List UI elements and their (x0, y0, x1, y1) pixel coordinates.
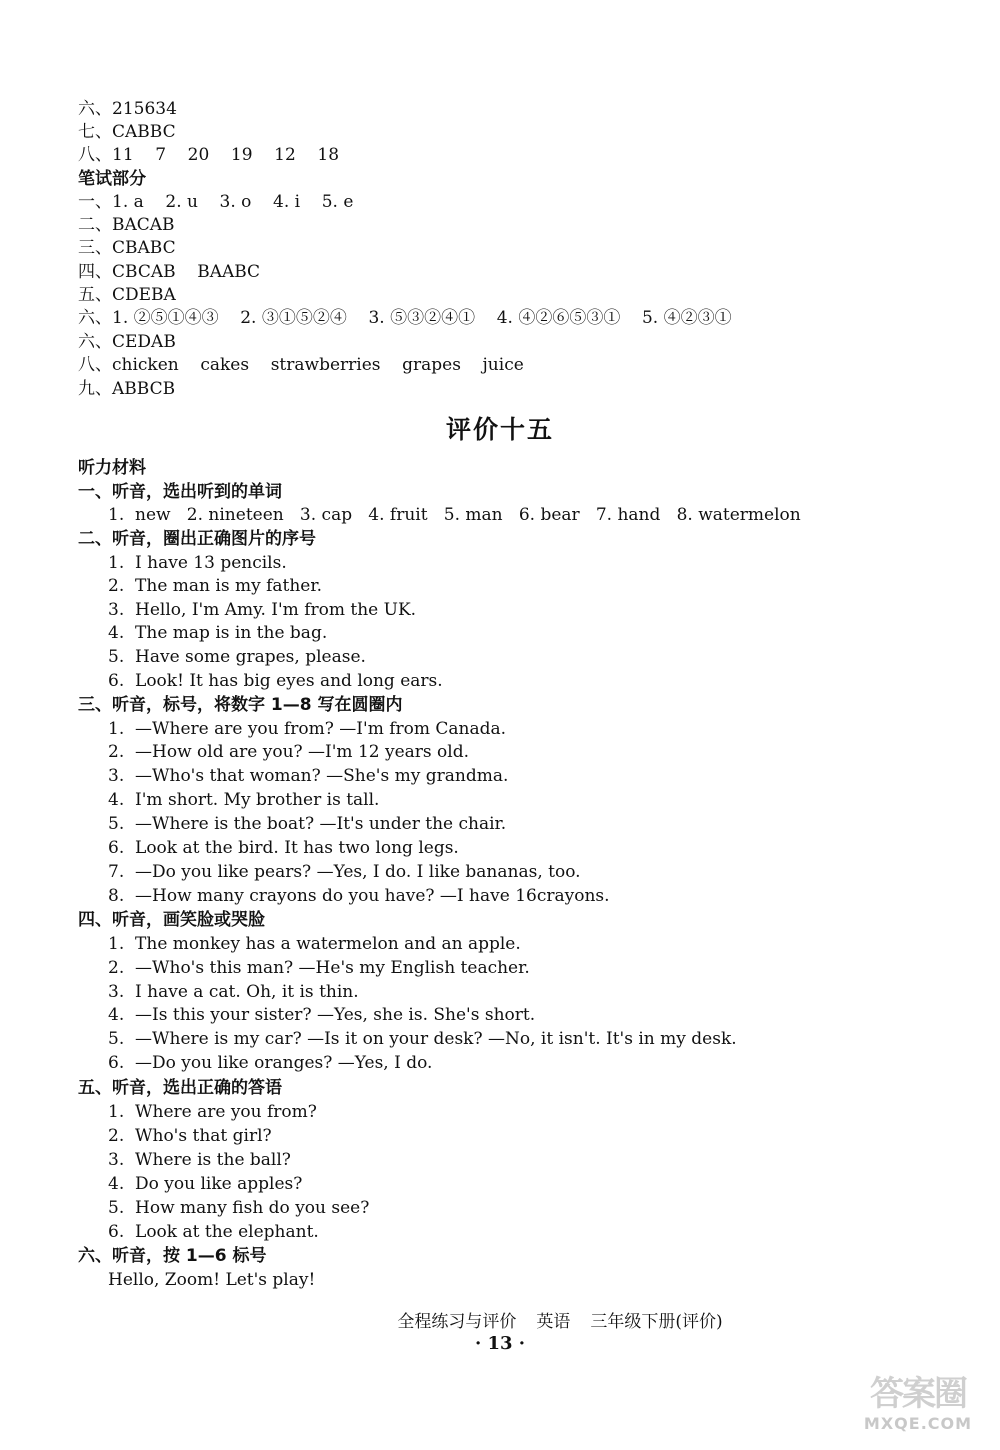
list-item: 3. —Who's that woman? —She's my grandma. (108, 766, 509, 786)
part-heading: 四、听音，画笑脸或哭脸 (78, 910, 265, 930)
list-item: 5. —Where is the boat? —It's under the chair. (108, 814, 507, 834)
list-item: Hello, Zoom! Let's play! (108, 1270, 316, 1290)
part-heading: 六、听音，按 1—6 标号 (78, 1246, 267, 1266)
list-item: 4. —Is this your sister? —Yes, she is. She's short. (108, 1005, 536, 1025)
written-heading: 笔试部分 (78, 169, 146, 189)
listening-heading: 听力材料 (78, 458, 146, 478)
answer-line: 七、CABBC (78, 122, 176, 142)
answer-line: 五、CDEBA (78, 285, 176, 305)
list-item: 4. Do you like apples? (108, 1174, 303, 1194)
list-item: 5. How many fish do you see? (108, 1198, 370, 1218)
page-footer (0, 1307, 1000, 1332)
part-heading: 五、听音，选出正确的答语 (78, 1078, 282, 1098)
answer-line: 八、11 7 20 19 12 18 (78, 145, 340, 165)
list-item: 6. Look at the elephant. (108, 1222, 319, 1242)
list-item: 1. —Where are you from? —I'm from Canada. (108, 719, 507, 739)
part-heading: 一、听音，选出听到的单词 (78, 482, 282, 502)
footer-book-title: 全程练习与评价 (397, 1312, 517, 1332)
list-item: 6. Look! It has big eyes and long ears. (108, 671, 443, 691)
answer-line: 六、215634 (78, 99, 177, 119)
list-item: 1. new 2. nineteen 3. cap 4. fruit 5. man 6. bear 7. hand 8. watermelon (108, 505, 801, 525)
list-item: 6. —Do you like oranges? —Yes, I do. (108, 1053, 433, 1073)
list-item: 1. I have 13 pencils. (108, 553, 287, 573)
footer-subject: 英语 (536, 1312, 571, 1332)
list-item: 5. —Where is my car? —Is it on your desk? —No, it isn't. It's in my desk. (108, 1029, 737, 1049)
list-item: 7. —Do you like pears? —Yes, I do. I like bananas, too. (108, 862, 581, 882)
answer-line: 六、CEDAB (78, 332, 176, 352)
list-item: 1. Where are you from? (108, 1102, 317, 1122)
answer-line: 三、CBABC (78, 238, 176, 258)
answer-line: 八、chicken cakes strawberries grapes juice (78, 355, 524, 375)
answer-line: 二、BACAB (78, 215, 175, 235)
answer-line: 六、1. ②⑤①④③ 2. ③①⑤②④ 3. ⑤③②④① 4. ④②⑥⑤③① 5. ④②③① (78, 308, 732, 328)
answer-line: 四、CBCAB BAABC (78, 262, 261, 282)
list-item: 6. Look at the bird. It has two long legs. (108, 838, 459, 858)
watermark-logo (858, 1374, 978, 1444)
list-item: 4. I'm short. My brother is tall. (108, 790, 380, 810)
list-item: 2. Who's that girl? (108, 1126, 272, 1146)
list-item: 3. I have a cat. Oh, it is thin. (108, 982, 359, 1002)
list-item: 4. The map is in the bag. (108, 623, 328, 643)
footer-grade: 三年级下册(评价) (590, 1312, 723, 1332)
list-item: 3. Where is the ball? (108, 1150, 291, 1170)
list-item: 2. —Who's this man? —He's my English teacher. (108, 958, 530, 978)
list-item: 2. —How old are you? —I'm 12 years old. (108, 742, 469, 762)
list-item: 1. The monkey has a watermelon and an apple. (108, 934, 521, 954)
list-item: 2. The man is my father. (108, 576, 323, 596)
answer-line: 一、1. a 2. u 3. o 4. i 5. e (78, 192, 354, 212)
answer-line: 九、ABBCB (78, 379, 176, 399)
watermark-url: MXQE.COM (863, 1414, 973, 1433)
section-title: 评价十五 (445, 415, 554, 444)
list-item: 5. Have some grapes, please. (108, 647, 366, 667)
part-heading: 三、听音，标号，将数字 1—8 写在圆圈内 (78, 695, 403, 715)
part-heading: 二、听音，圈出正确图片的序号 (78, 529, 316, 549)
watermark-logo-text: 答案圈 (870, 1374, 966, 1414)
list-item: 3. Hello, I'm Amy. I'm from the UK. (108, 600, 417, 620)
list-item: 8. —How many crayons do you have? —I have 16crayons. (108, 886, 610, 906)
page-number: · 13 · (474, 1333, 526, 1354)
